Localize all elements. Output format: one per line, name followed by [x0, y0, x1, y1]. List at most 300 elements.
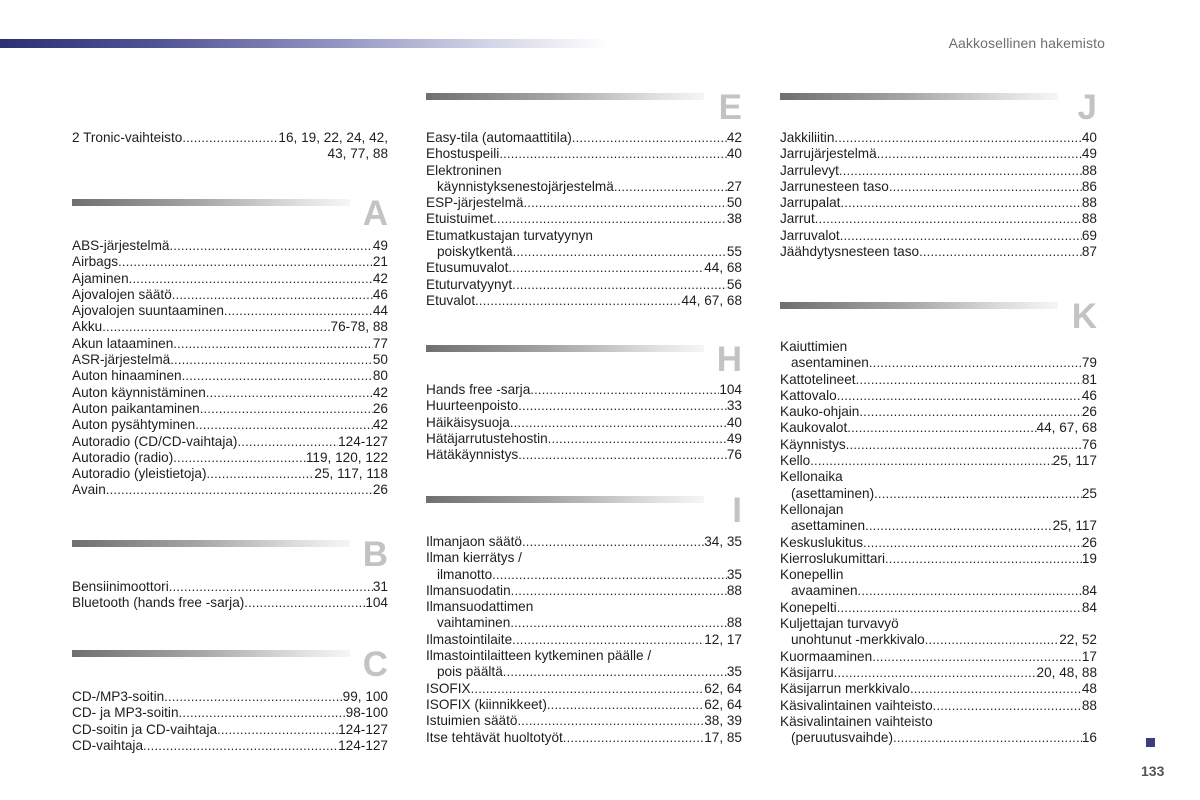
index-entry-label: Kellonaika	[780, 469, 843, 485]
index-entry-row	[780, 698, 1097, 714]
index-entry-label: Kello	[780, 453, 811, 469]
index-entry-row	[426, 567, 742, 583]
dot-leader	[217, 722, 338, 738]
index-entry-pages: 26	[372, 482, 388, 498]
index-entry-label: Ajaminen	[72, 270, 129, 286]
index-entry-label: Auton paikantaminen	[72, 400, 200, 416]
index-entry	[72, 130, 388, 163]
index-entry-label: Hätäkäynnistys	[426, 447, 519, 463]
index-entry-row	[780, 388, 1097, 404]
index-entry-label: Käsivalintainen vaihteisto	[780, 697, 933, 713]
index-entry-label: Elektroninen	[426, 162, 502, 178]
index-entry	[780, 649, 1097, 665]
dot-leader	[563, 730, 704, 746]
dot-leader	[837, 388, 1082, 404]
index-entry-row	[72, 368, 388, 384]
section-bar	[780, 93, 1058, 100]
index-entry-pages: 25, 117, 118	[314, 466, 388, 482]
index-entry	[72, 595, 388, 611]
index-entry-pages: 98-100	[345, 705, 388, 721]
index-entry-row	[426, 244, 742, 260]
index-entry-label: unohtunut -merkkivalo	[791, 632, 925, 648]
index-entry-row	[426, 195, 742, 211]
index-entry-row	[780, 665, 1097, 681]
dot-leader	[847, 420, 1036, 436]
index-entry	[426, 163, 742, 196]
index-entry-pages: 25, 117	[1052, 453, 1097, 469]
index-entry-label: Bensiinimoottori	[72, 579, 169, 594]
index-entry-row	[780, 535, 1097, 551]
index-entry-row	[426, 130, 742, 146]
section-letter: A	[362, 194, 388, 233]
index-entry-pages: 104	[365, 595, 388, 611]
index-entry-pages: 50	[372, 352, 388, 368]
dot-leader	[237, 434, 338, 450]
index-entry-pages: 84	[1081, 583, 1097, 599]
index-entry-label: Easy-tila (automaattitila)	[426, 130, 572, 145]
index-entry-row	[426, 179, 742, 195]
index-entry-label: Etusumuvalot	[426, 260, 509, 276]
index-entry	[426, 681, 742, 697]
dot-leader	[475, 293, 681, 309]
dot-leader	[933, 698, 1082, 714]
dot-leader	[863, 535, 1082, 551]
index-entry-row	[780, 730, 1097, 746]
index-entry-label: asentaminen	[791, 355, 869, 371]
index-entry-label: Hands free -sarja	[426, 382, 531, 397]
index-entry-row	[780, 372, 1097, 388]
index-entry-row	[72, 738, 388, 754]
index-entry-row	[426, 398, 742, 414]
section-bar	[72, 650, 350, 657]
index-entry-label: Kauko-ohjain	[780, 404, 860, 420]
index-entry-label: Airbags	[72, 254, 119, 270]
index-entry	[72, 287, 388, 303]
index-entry-pages: 26	[1081, 404, 1097, 420]
section-entries	[426, 534, 742, 746]
index-entry-pages: 48	[1081, 681, 1097, 697]
dot-leader	[840, 195, 1081, 211]
index-entry-row	[426, 447, 742, 463]
dot-leader	[925, 632, 1059, 648]
index-entry-pages: 56	[726, 276, 742, 292]
index-entry-label: Jarrulevyt	[780, 162, 839, 178]
index-entry-label: Ilmansuodatin	[426, 582, 511, 598]
index-entry-row	[72, 579, 388, 595]
index-entry-pages: 42	[726, 130, 742, 145]
index-entry-row	[72, 482, 388, 498]
index-entry-label: Käsivalintainen vaihteisto	[780, 713, 933, 729]
dot-leader	[195, 417, 373, 433]
index-entry-row	[780, 211, 1097, 227]
index-entry-label: Ajovalojen säätö	[72, 286, 172, 302]
section-entries	[426, 382, 742, 463]
dot-leader	[856, 372, 1082, 388]
index-entry-row	[426, 146, 742, 162]
index-entry-row	[426, 681, 742, 697]
index-entry	[780, 453, 1097, 469]
index-entry-row	[780, 146, 1097, 162]
index-entry	[72, 689, 388, 705]
dot-leader	[118, 254, 373, 270]
index-entry-row	[72, 303, 388, 319]
index-entry	[426, 534, 742, 550]
dot-leader	[493, 211, 727, 227]
index-entry-pages: 42	[372, 270, 388, 286]
index-entry-label: Käynnistys	[780, 436, 846, 452]
index-entry-pages: 44, 67, 68	[681, 292, 742, 308]
index-entry-label: Autoradio (yleistietoja)	[72, 466, 207, 482]
dot-leader	[834, 130, 1081, 146]
index-entry-row	[72, 689, 388, 705]
index-entry-label: CD-vaihtaja	[72, 737, 144, 753]
index-entry	[72, 466, 388, 482]
index-entry-row	[780, 437, 1097, 453]
index-entry-pages: 88	[1081, 697, 1097, 713]
index-entry-row	[426, 615, 742, 631]
index-entry-pages: 44, 68	[704, 260, 742, 276]
index-entry-label: vaihtaminen	[437, 615, 511, 631]
index-entry-label: Hätäjarrutustehostin	[426, 430, 548, 446]
index-entry-row	[780, 551, 1097, 567]
index-entry-label: Ilmanjaon säätö	[426, 534, 522, 549]
index-entry-label: käynnistyksenestojärjestelmä	[437, 178, 614, 194]
index-entry-label: (asettaminen)	[791, 485, 875, 501]
index-entry-pages: 16	[1081, 730, 1097, 746]
index-entry	[72, 319, 388, 335]
index-entry-label: Itse tehtävät huoltotyöt	[426, 729, 563, 745]
index-entry	[72, 254, 388, 270]
dot-leader	[471, 681, 705, 697]
index-entry-row	[780, 195, 1097, 211]
index-entry-pages: 84	[1081, 599, 1097, 615]
index-entry	[780, 228, 1097, 244]
index-entry	[426, 697, 742, 713]
page-header-title: Aakkosellinen hakemisto	[948, 35, 1105, 51]
index-entry	[780, 372, 1097, 388]
index-entry	[780, 616, 1097, 649]
dot-leader	[512, 277, 727, 293]
index-entry	[426, 648, 742, 681]
dot-leader	[810, 453, 1052, 469]
dot-leader	[164, 689, 342, 705]
index-entry-row	[72, 271, 388, 287]
index-entry	[780, 714, 1097, 747]
index-entry-label: Kaiuttimien	[780, 339, 848, 354]
index-entry-label: CD-/MP3-soitin	[72, 689, 165, 704]
dot-leader	[834, 665, 1037, 681]
dot-leader	[492, 567, 727, 583]
index-entry-label: Ajovalojen suuntaaminen	[72, 303, 224, 319]
index-entry-pages: 81	[1081, 371, 1097, 387]
index-entry-label: Akun lataaminen	[72, 335, 174, 351]
index-entry	[72, 450, 388, 466]
dot-leader	[511, 583, 727, 599]
index-entry-pages: 86	[1081, 178, 1097, 194]
index-entry	[780, 195, 1097, 211]
index-entry-row	[780, 681, 1097, 697]
index-entry-pages: 21	[372, 254, 388, 270]
dot-leader	[859, 404, 1082, 420]
dot-leader	[169, 238, 372, 254]
index-entry-row	[780, 228, 1097, 244]
index-entry-pages: 20, 48, 88	[1036, 664, 1097, 680]
index-entry-label: Kattovalo	[780, 387, 837, 403]
index-entry	[72, 482, 388, 498]
dot-leader	[839, 163, 1082, 179]
index-entry-pages: 124-127	[338, 721, 388, 737]
dot-leader	[846, 437, 1082, 453]
index-entry-pages: 62, 64	[704, 696, 742, 712]
index-entry	[72, 303, 388, 319]
dot-leader	[129, 271, 373, 287]
index-entry-pages: 35	[726, 566, 742, 582]
index-entry-pages: 25, 117	[1052, 518, 1097, 534]
dot-leader	[143, 738, 338, 754]
index-entry-row	[72, 417, 388, 433]
dot-leader	[499, 146, 727, 162]
index-entry-pages: 42	[372, 417, 388, 433]
index-entry	[72, 385, 388, 401]
index-entry-row	[72, 722, 388, 738]
index-entry-row	[72, 450, 388, 466]
index-entry-row	[780, 130, 1097, 146]
index-entry-row	[780, 244, 1097, 260]
index-entry-label: Etuistuimet	[426, 211, 494, 227]
index-entry-label: ISOFIX	[426, 680, 471, 696]
index-entry-pages: 69	[1081, 227, 1097, 243]
index-entry	[426, 277, 742, 293]
index-entry	[780, 211, 1097, 227]
index-entry	[780, 600, 1097, 616]
index-entry-row	[426, 697, 742, 713]
index-entry	[426, 130, 742, 146]
index-entry-pages: 31	[372, 579, 388, 594]
index-entry	[426, 713, 742, 729]
index-entry-pages: 42	[372, 384, 388, 400]
index-entry-pages: 25	[1081, 485, 1097, 501]
dot-leader	[244, 595, 365, 611]
index-entry-pages: 12, 17	[704, 631, 742, 647]
index-entry-pages: 44	[372, 303, 388, 319]
index-entry	[72, 738, 388, 754]
index-entry-pages: 99, 100	[342, 689, 388, 704]
index-entry-label: Etuvalot	[426, 292, 476, 308]
index-entry-pages: 104	[719, 382, 742, 397]
index-entry-label: ABS-järjestelmä	[72, 238, 170, 253]
index-entry-label: Kuormaaminen	[780, 648, 873, 664]
index-entry-row	[426, 431, 742, 447]
index-entry-row	[780, 179, 1097, 195]
dot-leader	[510, 615, 727, 631]
index-entry-label: Etumatkustajan turvatyynyn	[426, 227, 593, 243]
index-entry-label: Huurteenpoisto	[426, 398, 519, 414]
dot-leader	[224, 303, 373, 319]
index-entry-pages: 88	[1081, 195, 1097, 211]
index-entry-row	[426, 415, 742, 431]
index-entry	[780, 420, 1097, 436]
index-entry-label: CD-soitin ja CD-vaihtaja	[72, 721, 218, 737]
index-entry-pages: 19	[1081, 550, 1097, 566]
section-entries	[72, 238, 388, 499]
index-entry-label: Kierroslukumittari	[780, 550, 885, 566]
index-entry	[426, 260, 742, 276]
section-entries	[72, 579, 388, 612]
index-entry-label: Jarrunesteen taso	[780, 178, 889, 194]
index-entry-pages: 88	[1081, 211, 1097, 227]
index-entry	[72, 352, 388, 368]
index-entry-row	[780, 355, 1097, 371]
section-bar	[72, 540, 350, 547]
index-entry-label: Ehostuspeili	[426, 146, 500, 162]
dot-leader	[865, 518, 1053, 534]
index-entry-row	[426, 583, 742, 599]
page-marker-square-icon	[1146, 738, 1155, 747]
index-entry	[780, 469, 1097, 502]
index-entry-row	[426, 277, 742, 293]
index-entry-label: Ilmastointilaitteen kytkeminen päälle /	[426, 648, 652, 664]
dot-leader	[102, 319, 330, 335]
index-entry-pages: 124-127	[338, 737, 388, 753]
index-entry-label: Käsijarru	[780, 664, 834, 680]
dot-leader	[837, 600, 1082, 616]
index-entry-pages: 87	[1081, 244, 1097, 260]
index-entry-label: Ilman kierrätys /	[426, 550, 522, 566]
index-entry-pages: 76	[1081, 436, 1097, 452]
index-entry-pages: 50	[726, 195, 742, 211]
index-entry-pages: 26	[1081, 534, 1097, 550]
section-bar	[72, 199, 350, 206]
index-entry-pages: 26	[372, 400, 388, 416]
index-entry-label: Jarrut	[780, 211, 815, 227]
dot-leader	[517, 713, 704, 729]
section-entries	[780, 339, 1097, 746]
top-color-band	[0, 39, 610, 48]
index-entry-pages: 44, 67, 68	[1036, 420, 1097, 436]
index-entry-pages: 49	[726, 430, 742, 446]
dot-leader	[518, 398, 727, 414]
dot-leader	[910, 681, 1082, 697]
index-entry-label: Auton hinaaminen	[72, 368, 182, 384]
dot-leader	[513, 244, 727, 260]
index-entry-row	[72, 287, 388, 303]
dot-leader	[572, 130, 727, 146]
section-letter: I	[732, 491, 742, 530]
index-entry-row	[72, 254, 388, 270]
index-entry-row	[780, 420, 1097, 436]
index-entry-pages: 55	[726, 244, 742, 260]
section-letter: H	[716, 340, 742, 379]
section-bar	[426, 345, 704, 352]
section-letter: K	[1071, 297, 1097, 336]
dot-leader	[170, 352, 373, 368]
index-entry-label: ilmanotto	[437, 566, 493, 582]
dot-leader	[173, 450, 306, 466]
index-entry-label: Auton pysähtyminen	[72, 417, 196, 433]
dot-leader	[510, 415, 727, 431]
index-entry	[780, 567, 1097, 600]
dot-leader	[172, 287, 373, 303]
dot-leader	[173, 336, 373, 352]
page-number: 133	[1141, 763, 1165, 779]
index-entry-label: Ilmansuodattimen	[426, 599, 534, 615]
index-entry-pages: 80	[372, 368, 388, 384]
index-entry-row	[426, 632, 742, 648]
index-entry	[780, 681, 1097, 697]
index-entry-pages: 49	[1081, 146, 1097, 162]
index-entry-label: Käsijarrun merkkivalo	[780, 681, 910, 697]
index-entry-row	[426, 534, 742, 550]
section-letter: C	[362, 645, 388, 684]
index-entry-pages: 79	[1081, 355, 1097, 371]
index-entry-label: Kuljettajan turvavyö	[780, 616, 899, 632]
index-entry-row	[72, 466, 388, 482]
section-entries	[72, 689, 388, 754]
index-entry-label: 2 Tronic-vaihteisto	[72, 130, 183, 145]
index-entry-pages: 35	[726, 664, 742, 680]
dot-leader	[548, 431, 727, 447]
index-entry-row	[780, 583, 1097, 599]
index-entry	[426, 583, 742, 599]
section-bar	[426, 93, 704, 100]
index-entry-label: ESP-järjestelmä	[426, 195, 524, 211]
dot-leader	[877, 146, 1082, 162]
index-entry-pages: 49	[372, 238, 388, 253]
index-entry-pages: 34, 35	[704, 534, 742, 549]
dot-leader	[885, 551, 1082, 567]
index-entry	[426, 730, 742, 746]
index-entry-row	[780, 163, 1097, 179]
index-entry-label: ASR-järjestelmä	[72, 352, 171, 368]
dot-leader	[518, 447, 727, 463]
index-entry	[780, 502, 1097, 535]
index-entry	[780, 551, 1097, 567]
index-entry-pages: 38, 39	[704, 713, 742, 729]
index-entry-pages: 17, 85	[704, 729, 742, 745]
index-entry	[72, 238, 388, 254]
index-entry-label: Autoradio (CD/CD-vaihtaja)	[72, 433, 238, 449]
index-entry-label: Istuimien säätö	[426, 713, 518, 729]
index-entry	[780, 339, 1097, 372]
index-entry-label: Auton käynnistäminen	[72, 384, 206, 400]
index-entry	[72, 579, 388, 595]
index-entry	[780, 698, 1097, 714]
index-entry-pages: 46	[372, 286, 388, 302]
index-entry	[72, 401, 388, 417]
index-entry-pages: 33	[726, 398, 742, 414]
index-entry-label: Avain	[72, 482, 106, 498]
index-entry-pages: 88	[1081, 162, 1097, 178]
section-bar	[780, 302, 1058, 309]
index-entry-row	[72, 385, 388, 401]
section-entries	[780, 130, 1097, 260]
index-entry	[780, 179, 1097, 195]
dot-leader	[522, 534, 704, 550]
dot-leader	[503, 664, 727, 680]
dot-leader	[512, 632, 704, 648]
index-entry-pages: 88	[726, 582, 742, 598]
dot-leader	[200, 401, 373, 417]
index-entry-label: Konepelti	[780, 599, 837, 615]
index-entry-pages: 77	[372, 335, 388, 351]
index-entry	[72, 434, 388, 450]
index-entry	[780, 388, 1097, 404]
index-entry-label: asettaminen	[791, 518, 866, 534]
index-entry-row	[780, 600, 1097, 616]
dot-leader	[874, 486, 1082, 502]
index-entry	[426, 382, 742, 398]
index-entry-row	[72, 319, 388, 335]
